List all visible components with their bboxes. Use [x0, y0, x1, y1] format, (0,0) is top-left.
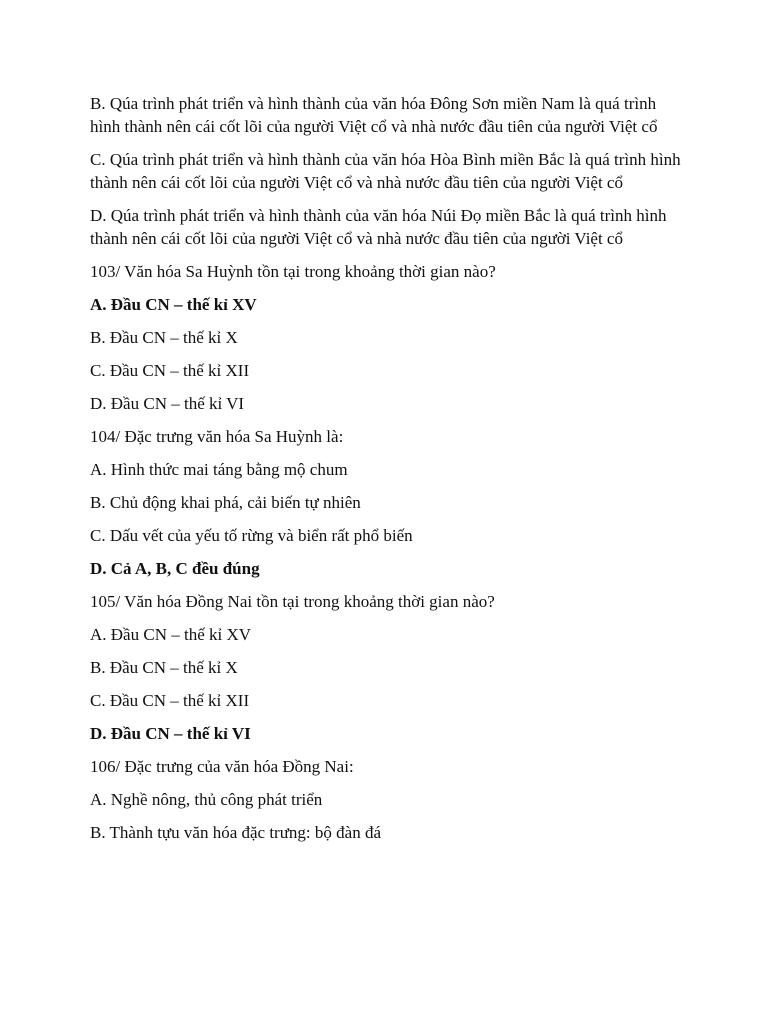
document-body	[90, 92, 690, 854]
question-105-option-d-correct: D. Đầu CN – thế kỉ VI	[90, 724, 251, 743]
answer-option-c-paragraph: C. Qúa trình phát triển và hình thành của văn hóa Hòa Bình miền Bắc là quá trình hình thành nên cái cốt lõi của người Việt cổ và nhà nước đầu tiên của người Việt cổ	[90, 150, 681, 192]
question-104: 104/ Đặc trưng văn hóa Sa Huỳnh là:	[90, 427, 344, 446]
answer-option-d-paragraph: D. Qúa trình phát triển và hình thành của văn hóa Núi Đọ miền Bắc là quá trình hình thành nên cái cốt lõi của người Việt cổ và nhà nước đầu tiên của người Việt cổ	[90, 206, 667, 248]
question-103-option-d: D. Đầu CN – thế kỉ VI	[90, 394, 245, 413]
question-103: 103/ Văn hóa Sa Huỳnh tồn tại trong khoảng thời gian nào?	[90, 262, 496, 281]
question-103-option-a-correct: A. Đầu CN – thế kỉ XV	[90, 295, 257, 314]
question-104-option-a: A. Hình thức mai táng bằng mộ chum	[90, 460, 348, 479]
question-105-option-c: C. Đầu CN – thế kỉ XII	[90, 691, 250, 710]
question-105-option-a: A. Đầu CN – thế kỉ XV	[90, 625, 252, 644]
question-104-option-d-correct: D. Cả A, B, C đều đúng	[90, 559, 260, 578]
question-103-option-b: B. Đầu CN – thế kỉ X	[90, 328, 238, 347]
question-106-option-a: A. Nghề nông, thủ công phát triển	[90, 790, 323, 809]
question-104-option-b: B. Chủ động khai phá, cải biến tự nhiên	[90, 493, 361, 512]
question-105-option-b: B. Đầu CN – thế kỉ X	[90, 658, 238, 677]
question-103-option-c: C. Đầu CN – thế kỉ XII	[90, 361, 250, 380]
question-106-option-b: B. Thành tựu văn hóa đặc trưng: bộ đàn đá	[90, 823, 381, 842]
question-104-option-c: C. Dấu vết của yếu tố rừng và biển rất phổ biến	[90, 526, 413, 545]
question-105: 105/ Văn hóa Đồng Nai tồn tại trong khoảng thời gian nào?	[90, 592, 495, 611]
question-106: 106/ Đặc trưng của văn hóa Đồng Nai:	[90, 757, 354, 776]
answer-option-b-paragraph: B. Qúa trình phát triển và hình thành của văn hóa Đông Sơn miền Nam là quá trình hình thành nên cái cốt lõi của người Việt cổ và nhà nước đầu tiên của người Việt cổ	[90, 94, 658, 136]
